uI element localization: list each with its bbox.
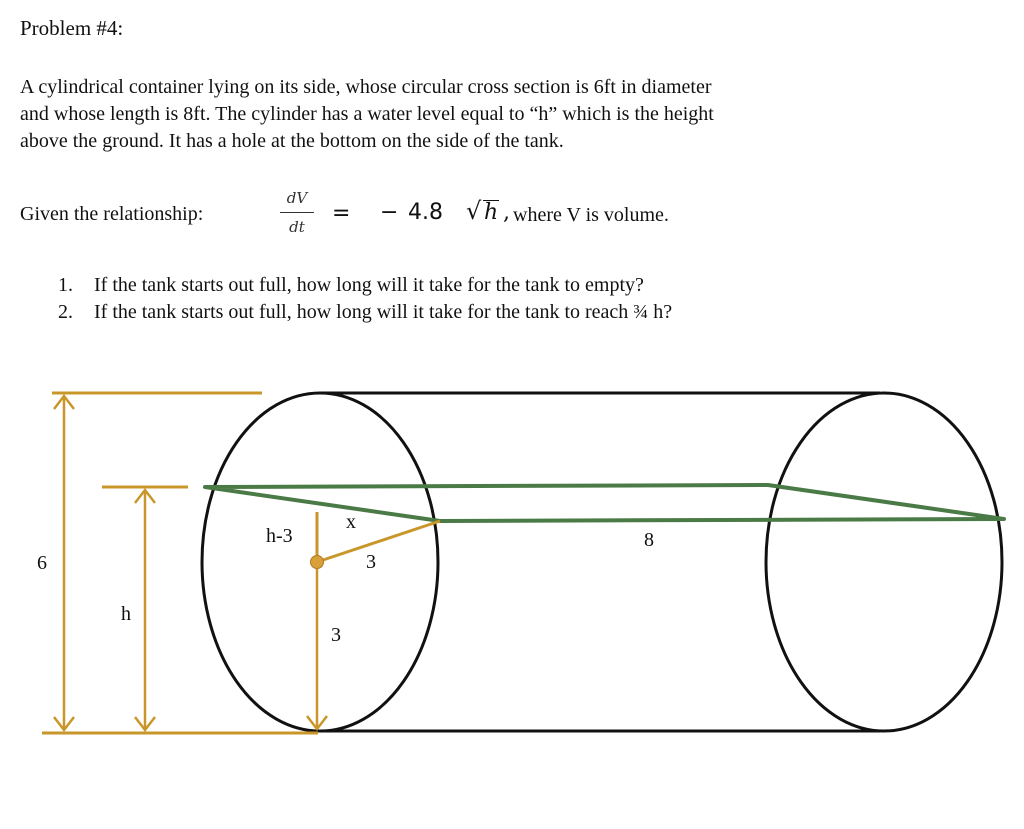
equals-sign: = — [332, 201, 351, 226]
center-point — [311, 556, 324, 569]
fraction-bar — [280, 212, 314, 213]
derivative-fraction — [278, 188, 316, 237]
relationship-equation — [20, 188, 780, 248]
comma: , — [503, 200, 510, 225]
problem-line: and whose length is 8ft. The cylinder has a water level equal to “h” which is the height — [20, 103, 714, 125]
x-label: x — [346, 511, 356, 533]
minus-sign: − — [380, 200, 399, 225]
fraction-numerator: dV — [286, 189, 308, 207]
diameter-label: 6 — [37, 552, 47, 574]
length-label: 8 — [644, 529, 654, 551]
relationship-suffix: where V is volume. — [513, 204, 669, 226]
right-cross-section — [766, 393, 1002, 731]
radius-slant-line — [317, 521, 440, 562]
fraction-denominator: dt — [289, 218, 305, 236]
page-title: Problem #4: — [20, 16, 124, 40]
coefficient: 4.8 — [408, 200, 443, 225]
water-surface — [205, 485, 1004, 521]
relationship-label: Given the relationship: — [20, 203, 204, 225]
height-label: h — [121, 603, 131, 625]
question-list — [58, 272, 672, 326]
square-root-icon: √ — [466, 197, 482, 225]
list-item — [58, 272, 672, 299]
radicand: h — [484, 200, 499, 225]
question-text: If the tank starts out full, how long will it take for the tank to empty? — [94, 274, 644, 296]
problem-statement — [20, 74, 1000, 155]
question-number: 1. — [58, 274, 73, 296]
radius-slant-label: 3 — [366, 551, 376, 573]
cylinder-diagram — [0, 370, 1024, 770]
problem-line: A cylindrical container lying on its side, whose circular cross section is 6ft in diameter — [20, 76, 712, 98]
question-text: If the tank starts out full, how long will it take for the tank to reach ¾ h? — [94, 301, 673, 323]
h-minus-3-label: h-3 — [266, 525, 293, 547]
question-number: 2. — [58, 301, 73, 323]
problem-line: above the ground. It has a hole at the bottom on the side of the tank. — [20, 130, 564, 152]
radius-vertical-label: 3 — [331, 624, 341, 646]
list-item — [58, 299, 672, 326]
